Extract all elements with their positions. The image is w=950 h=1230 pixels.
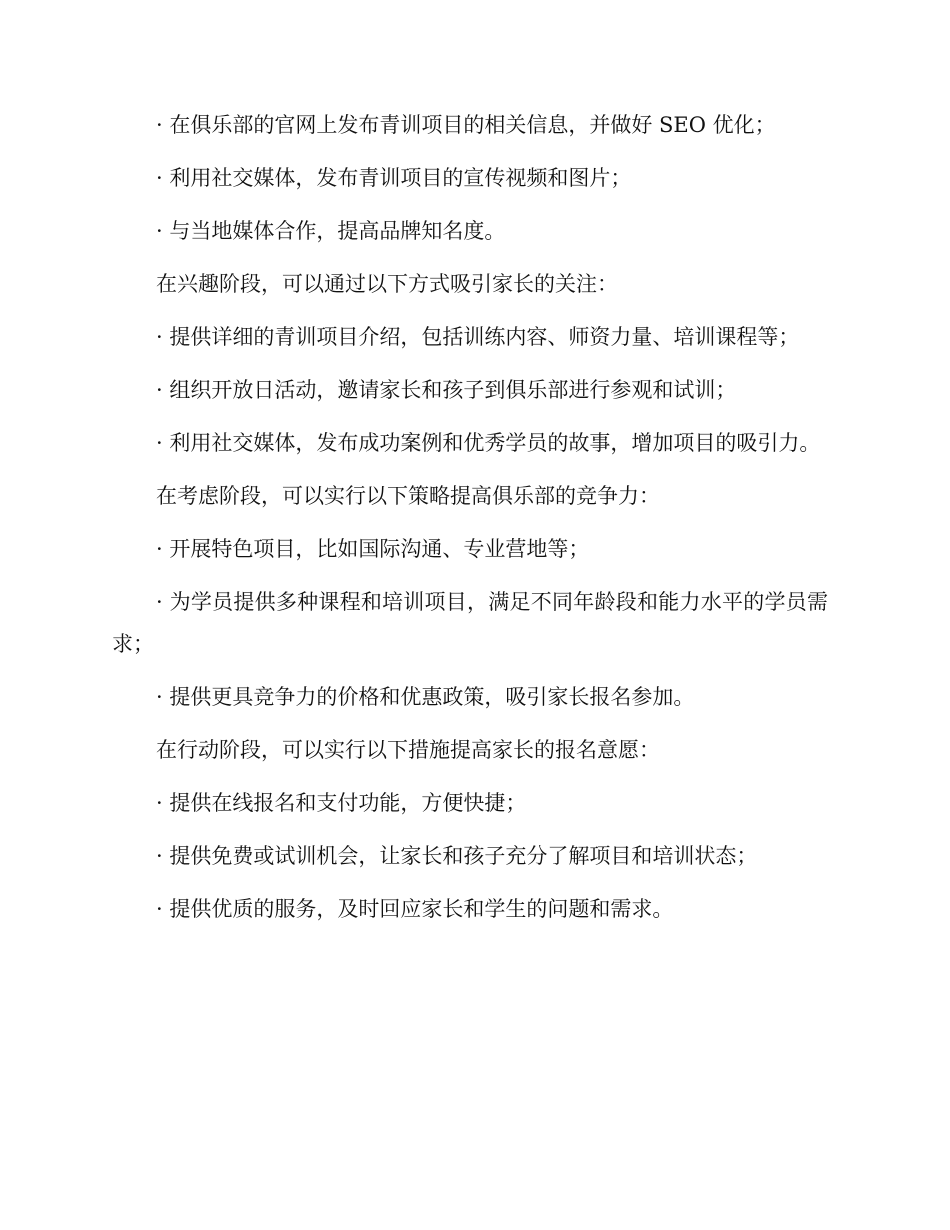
paragraph: · 利用社交媒体，发布成功案例和优秀学员的故事，增加项目的吸引力。: [156, 431, 821, 455]
paragraph: · 与当地媒体合作，提高品牌知名度。: [156, 219, 506, 243]
section-intro-paragraph: 在考虑阶段，可以实行以下策略提高俱乐部的竞争力：: [156, 484, 660, 508]
paragraph: · 提供详细的青训项目介绍，包括训练内容、师资力量、培训课程等；: [156, 325, 800, 349]
paragraph: · 为学员提供多种课程和培训项目，满足不同年龄段和能力水平的学员需求；: [112, 590, 828, 656]
section-intro-paragraph: 在行动阶段，可以实行以下措施提高家长的报名意愿：: [156, 738, 660, 762]
document-body: [112, 104, 828, 941]
paragraph: · 组织开放日活动，邀请家长和孩子到俱乐部进行参观和试训；: [156, 378, 737, 402]
paragraph: · 提供优质的服务，及时回应家长和学生的问题和需求。: [156, 897, 674, 921]
paragraph: · 在俱乐部的官网上发布青训项目的相关信息，并做好 SEO 优化；: [156, 113, 776, 137]
section-intro-paragraph: 在兴趣阶段，可以通过以下方式吸引家长的关注：: [156, 272, 618, 296]
paragraph: · 提供更具竞争力的价格和优惠政策，吸引家长报名参加。: [156, 685, 695, 709]
paragraph: · 提供免费或试训机会，让家长和孩子充分了解项目和培训状态；: [156, 844, 758, 868]
paragraph: · 提供在线报名和支付功能，方便快捷；: [156, 791, 527, 815]
paragraph: · 开展特色项目，比如国际沟通、专业营地等；: [156, 537, 590, 561]
paragraph: · 利用社交媒体，发布青训项目的宣传视频和图片；: [156, 166, 632, 190]
